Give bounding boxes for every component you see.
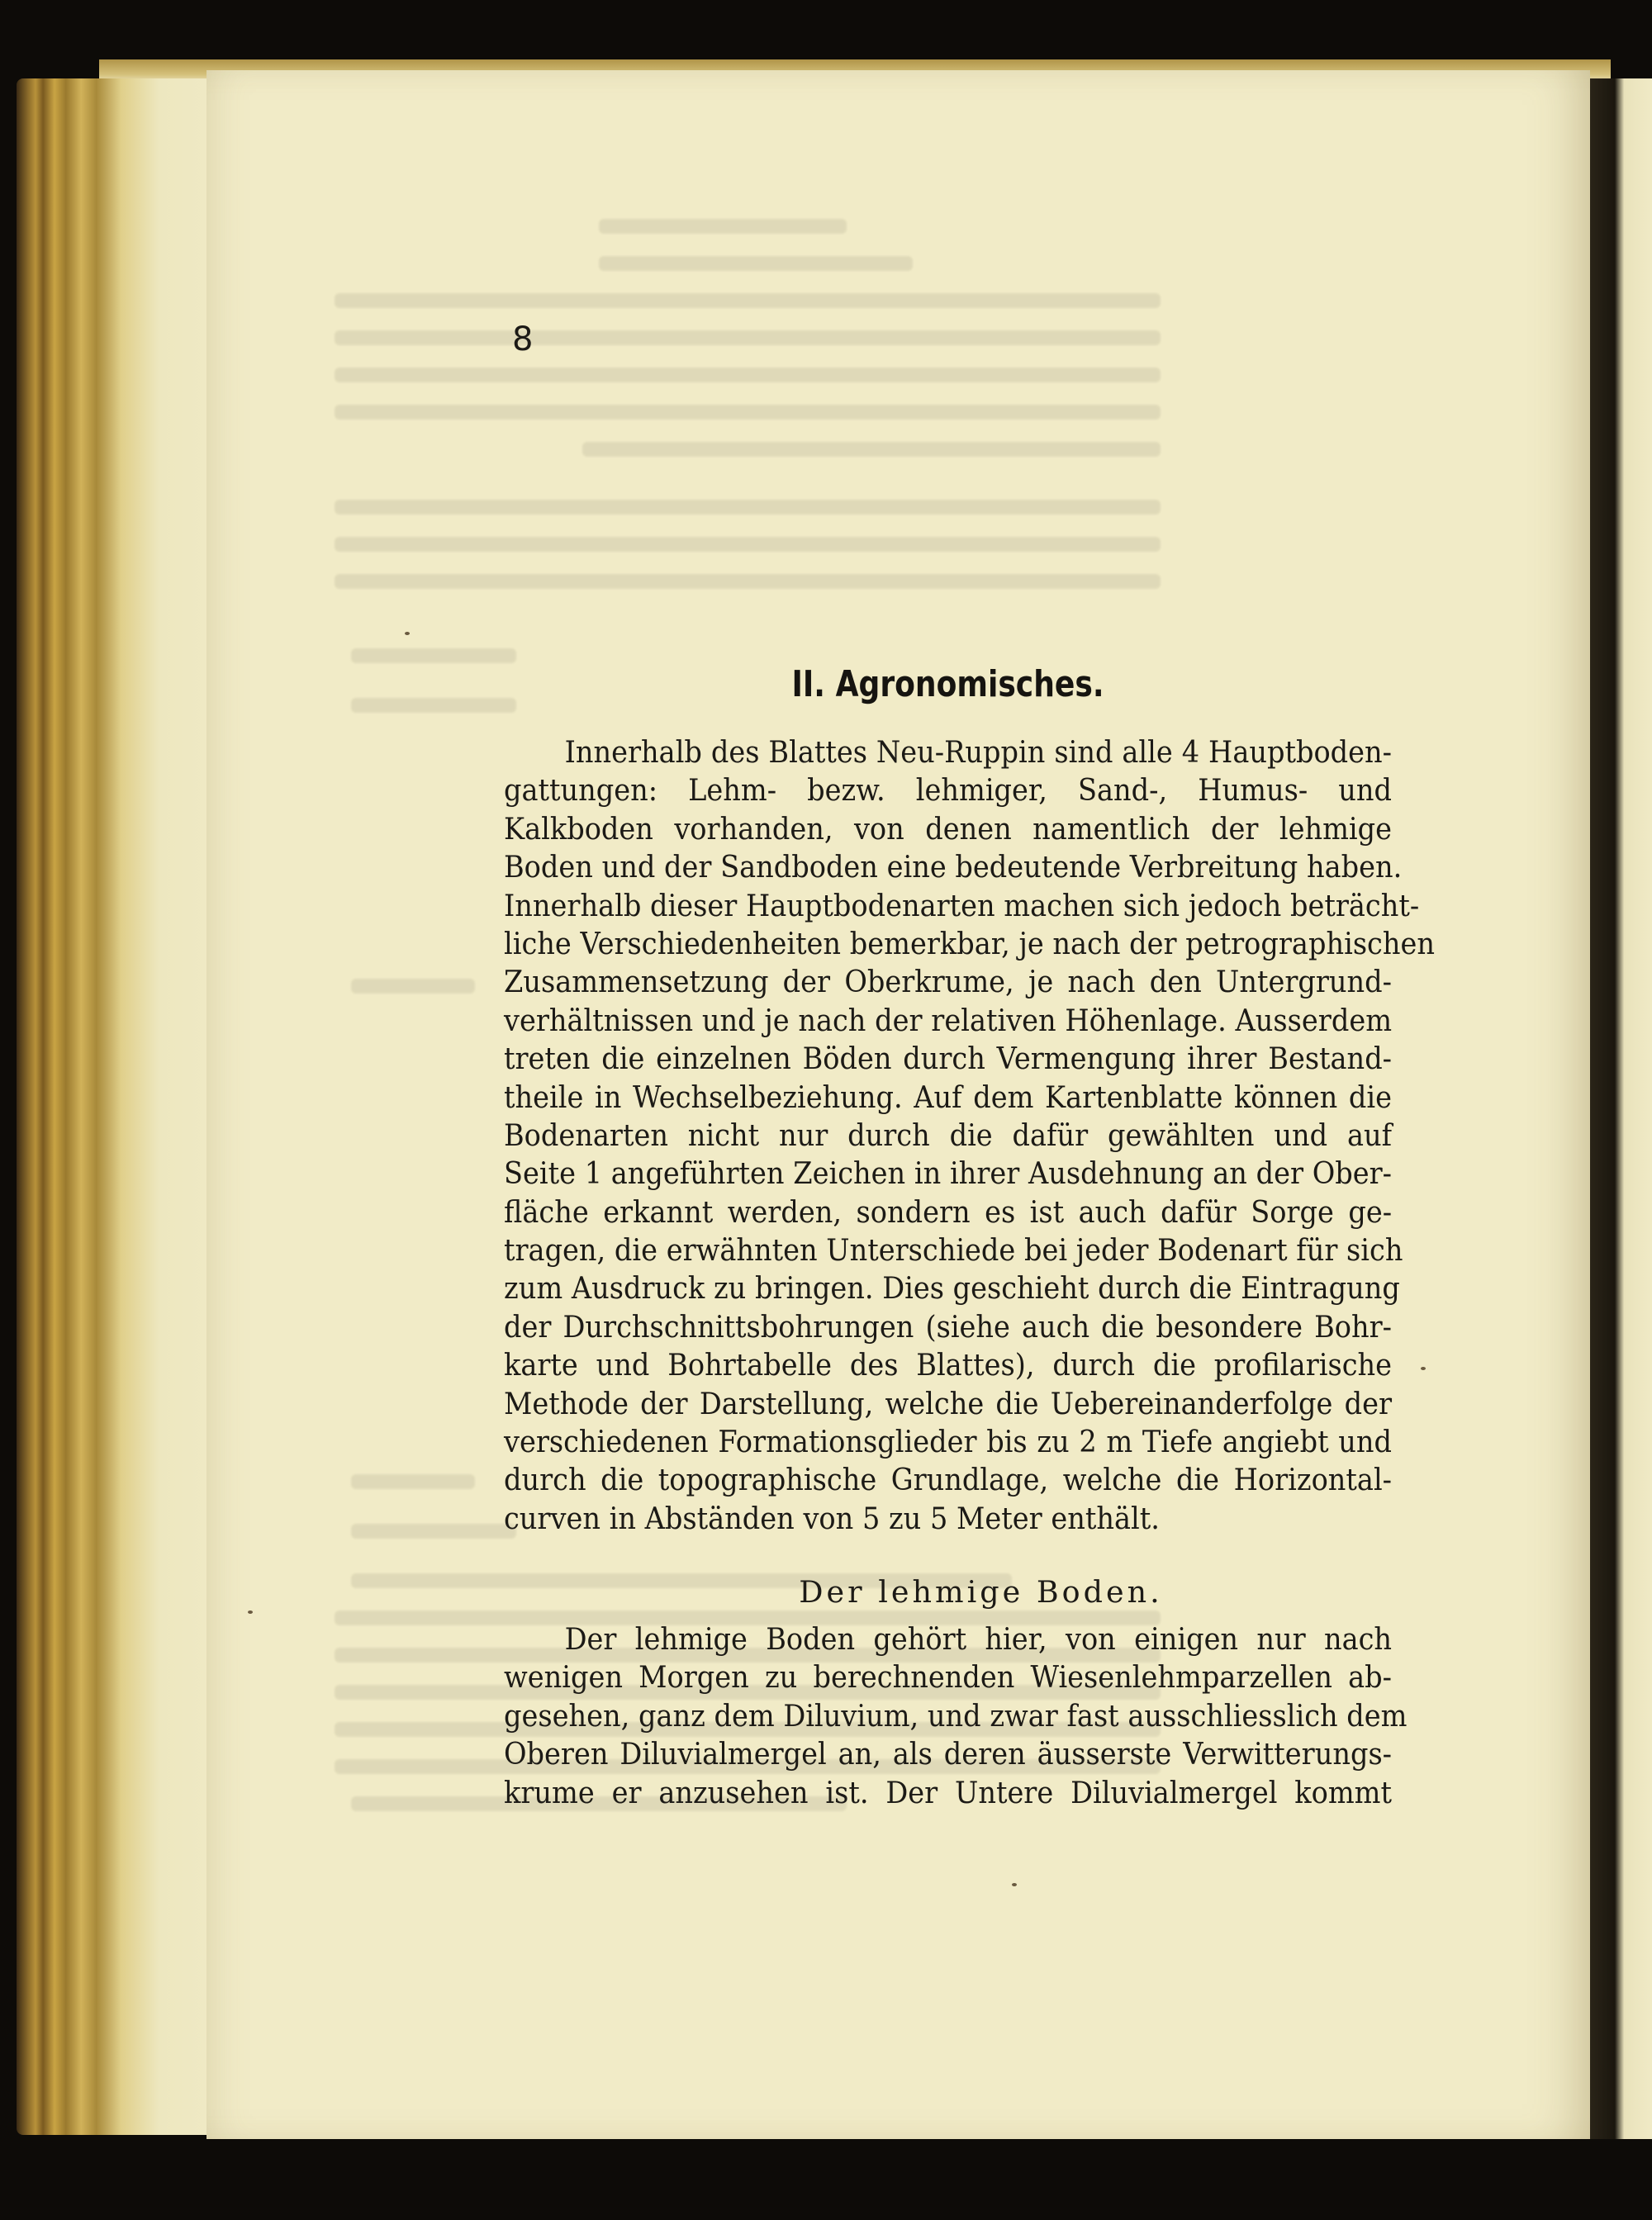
text-line: liche Verschiedenheiten bemerkbar, je nach der petrographischen: [504, 925, 1435, 961]
section-heading: II. Agronomisches.: [791, 663, 1104, 705]
text-line: verschiedenen Formationsglieder bis zu 2 m Tiefe angiebt und: [504, 1424, 1393, 1460]
text-line: Innerhalb dieser Hauptbodenarten machen sich jedoch beträcht-: [504, 887, 1420, 923]
text-line: Zusammensetzung der Oberkrume, je nach den Untergrund-: [504, 964, 1393, 1000]
text-line: durch die topographische Grundlage, welche die Horizontal-: [504, 1462, 1393, 1498]
paragraph-lehmige-boden: [504, 1620, 1408, 1812]
paper-speck: [405, 632, 410, 635]
text-line: theile in Wechselbeziehung. Auf dem Kartenblatte können die: [504, 1079, 1393, 1115]
paper-speck: [1012, 1883, 1017, 1886]
page-number: 8: [512, 320, 534, 358]
facing-page-edge: [1590, 78, 1652, 2139]
text-line: karte und Bohrtabelle des Blattes), durch die profilarische: [504, 1347, 1393, 1383]
paragraph-agronomisches: [504, 733, 1435, 1538]
text-line: krume er anzusehen ist. Der Untere Diluvialmergel kommt: [504, 1774, 1393, 1810]
subheading-lehmige-boden: Der lehmige Boden.: [799, 1574, 1163, 1610]
text-line: Bodenarten nicht nur durch die dafür gewählten und auf: [504, 1117, 1393, 1153]
paper-speck: [1421, 1367, 1426, 1370]
text-line: gesehen, ganz dem Diluvium, und zwar fast ausschliesslich dem: [504, 1697, 1408, 1734]
text-line: Oberen Diluvialmergel an, als deren äusserste Verwitterungs-: [504, 1736, 1393, 1772]
text-line: verhältnissen und je nach der relativen Höhenlage. Ausserdem: [504, 1002, 1393, 1038]
text-line: tragen, die erwähnten Unterschiede bei jeder Bodenart für sich: [504, 1232, 1403, 1269]
text-line: fläche erkannt werden, sondern es ist auch dafür Sorge ge-: [504, 1193, 1393, 1230]
text-line: gattungen: Lehm- bezw. lehmiger, Sand-, Humus- und: [504, 772, 1393, 809]
text-line: Der lehmige Boden gehört hier, von einigen nur nach: [564, 1621, 1393, 1657]
page-stack-left-edge: [17, 78, 206, 2135]
text-line: Seite 1 angeführten Zeichen in ihrer Ausdehnung an der Ober-: [504, 1155, 1393, 1192]
text-line: der Durchschnittsbohrungen (siehe auch die besondere Bohr-: [504, 1308, 1393, 1345]
text-line: Boden und der Sandboden eine bedeutende Verbreitung haben.: [504, 849, 1403, 885]
text-line: zum Ausdruck zu bringen. Dies geschieht durch die Eintragung: [504, 1270, 1400, 1307]
text-line: Kalkboden vorhanden, von denen namentlich der lehmige: [504, 810, 1393, 847]
text-line: Innerhalb des Blattes Neu-Ruppin sind alle 4 Hauptboden-: [564, 734, 1393, 770]
text-line: Methode der Darstellung, welche die Uebereinanderfolge der: [504, 1385, 1393, 1421]
text-line: wenigen Morgen zu berechnenden Wiesenlehmparzellen ab-: [504, 1659, 1393, 1696]
text-line: treten die einzelnen Böden durch Vermengung ihrer Bestand-: [504, 1041, 1393, 1077]
paper-speck: [248, 1610, 253, 1614]
text-line: curven in Abständen von 5 zu 5 Meter enthält.: [504, 1500, 1160, 1536]
